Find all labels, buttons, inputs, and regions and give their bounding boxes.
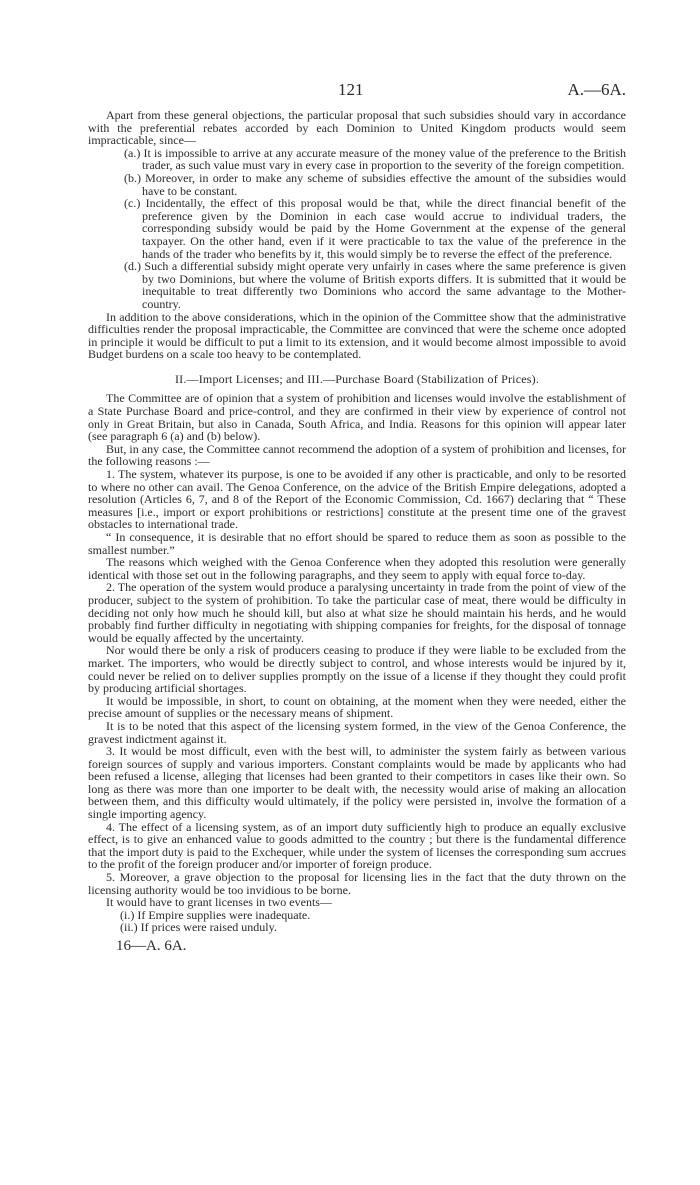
paragraph: It would be impossible, in short, to count on obtaining, at the moment when they were needed, either the precise amount of supplies or the necessary means of shipment. [88,693,626,721]
page-header [88,80,626,100]
paragraph-point-1: 1. The system, whatever its purpose, is one to be avoided if any other is practicable, and only to be resorted to where no other can avail. The Genoa Conference, on the advice of the British Empire delegations, adopted a resolution (Articles 6, 7, and 8 of the Report of the Economic Commission, Cd. 1667) declaring that “ These measures [i.e., import or export prohibitions or restrictions] constitute at the present time one of the gravest obstacles to international trade. [88,467,626,532]
list-item-i: (i.) If Empire supplies were inadequate. [120,907,311,922]
paragraph: It would have to grant licenses in two events— [106,895,332,910]
list-item-a: (a.) It is impossible to arrive at any accurate measure of the money value of the preference to the British trader, as such value must vary in every case in proportion to the severity of the foreign competition. [124,145,626,173]
paragraph-intro: Apart from these general objections, the particular proposal that such subsidies should vary in accordance with the preferential rebates accorded by each Dominion to United Kingdom products would seem impracticable, since— [88,108,626,148]
list-item-b: (b.) Moreover, in order to make any scheme of subsidies effective the amount of the subsidies would have to be constant. [124,170,626,198]
paragraph-quote: “ In consequence, it is desirable that no effort should be spared to reduce them as soon as possible to the smallest number.” [88,530,626,557]
paragraph-point-2: 2. The operation of the system would produce a paralysing uncertainty in trade from the point of view of the producer, subject to the system of prohibition. To take the particular case of meat, there would be difficulty in deciding not only how much he should kill, but also at what size he should maintain his herds, and he would probably find further difficulty in negotiating with shipping companies for freights, for the disposal of tonnage would be equally affected by the uncertainty. [88,580,626,645]
paragraph-point-3: 3. It would be most difficult, even with the best will, to administer the system fairly as between various foreign sources of supply and various importers. Constant complaints would be made by applicants who had been refused a license, alleging that licenses had been granted to their competitors in cases like their own. So long as there was more than one importer to be dealt with, the necessity would arise of making an allocation between them, and this difficulty would ultimately, if the policy were persisted in, involve the formation of a single importing agency. [88,744,626,822]
section-heading: II.—Import Licenses; and III.—Purchase Board (Stabilization of Prices). [174,371,540,386]
document-body [88,109,626,953]
page-number: 121 [338,80,364,99]
paragraph: The Committee are of opinion that a system of prohibition and licenses would involve the establishment of a State Purchase Board and price-control, and they are confirmed in their view by experience of control not only in Great Britain, but also in Canada, South Africa, and India. Reasons for this opinion will appear later (see paragraph 6 (a) and (b) below). [88,391,626,444]
signature-mark: 16—A. 6A. [116,938,187,954]
document-reference: A.—6A. [567,80,626,99]
list-item-c: (c.) Incidentally, the effect of this proposal would be that, while the direct financial benefit of the preference given by the Dominion in each case would accrue to individual traders, the corresponding subsidy would be paid by the Home Government at the expense of the general taxpayer. On the other hand, even if it were practicable to tax the value of the preference in the hands of the trader who benefits by it, this would simply be to reverse the effect of the preference. [124,196,626,261]
list-item-ii: (ii.) If prices were raised unduly. [120,920,277,935]
paragraph-conclusion: In addition to the above considerations, which in the opinion of the Committee show that the administrative difficulties render the proposal impracticable, the Committee are convinced that were the scheme once adopted in principle it would be difficult to put a limit to its extension, and it would become almost impossible to avoid Budget burdens on a scale too heavy to be contemplated. [88,309,626,362]
paragraph: But, in any case, the Committee cannot recommend the adoption of a system of prohibition and licenses, for the following reasons :— [88,441,626,469]
paragraph: It is to be noted that this aspect of the licensing system formed, in the view of the Genoa Conference, the gravest indictment against it. [88,718,626,746]
paragraph: Nor would there be only a risk of producers ceasing to produce if they were liable to be excluded from the market. The importers, who would be directly subject to control, and whose interests would be injured by it, could never be relied on to deliver supplies promptly on the issue of a license if they thought they could profit by producing artificial shortages. [88,643,626,696]
paragraph-point-5: 5. Moreover, a grave objection to the proposal for licensing lies in the fact that the duty thrown on the licensing authority would be too invidious to be borne. [88,870,626,897]
paragraph: The reasons which weighed with the Genoa Conference when they adopted this resolution were generally identical with those set out in the following paragraphs, and they seem to apply with equal force to-day. [88,555,626,582]
paragraph-point-4: 4. The effect of a licensing system, as of an import duty sufficiently high to produce an equally exclusive effect, is to give an enhanced value to goods admitted to the country ; but there is the fundamental difference that the import duty is paid to the Exchequer, while under the system of licenses the corresponding sum accrues to the profit of the foreign producer and/or importer of foreign produce. [88,819,626,872]
list-item-d: (d.) Such a differential subsidy might operate very unfairly in cases where the same preference is given by two Dominions, but where the volume of British exports differs. It is submitted that it would be inequitable to treat differently two Dominions who accord the same advantage to the Mother-country. [124,259,626,311]
